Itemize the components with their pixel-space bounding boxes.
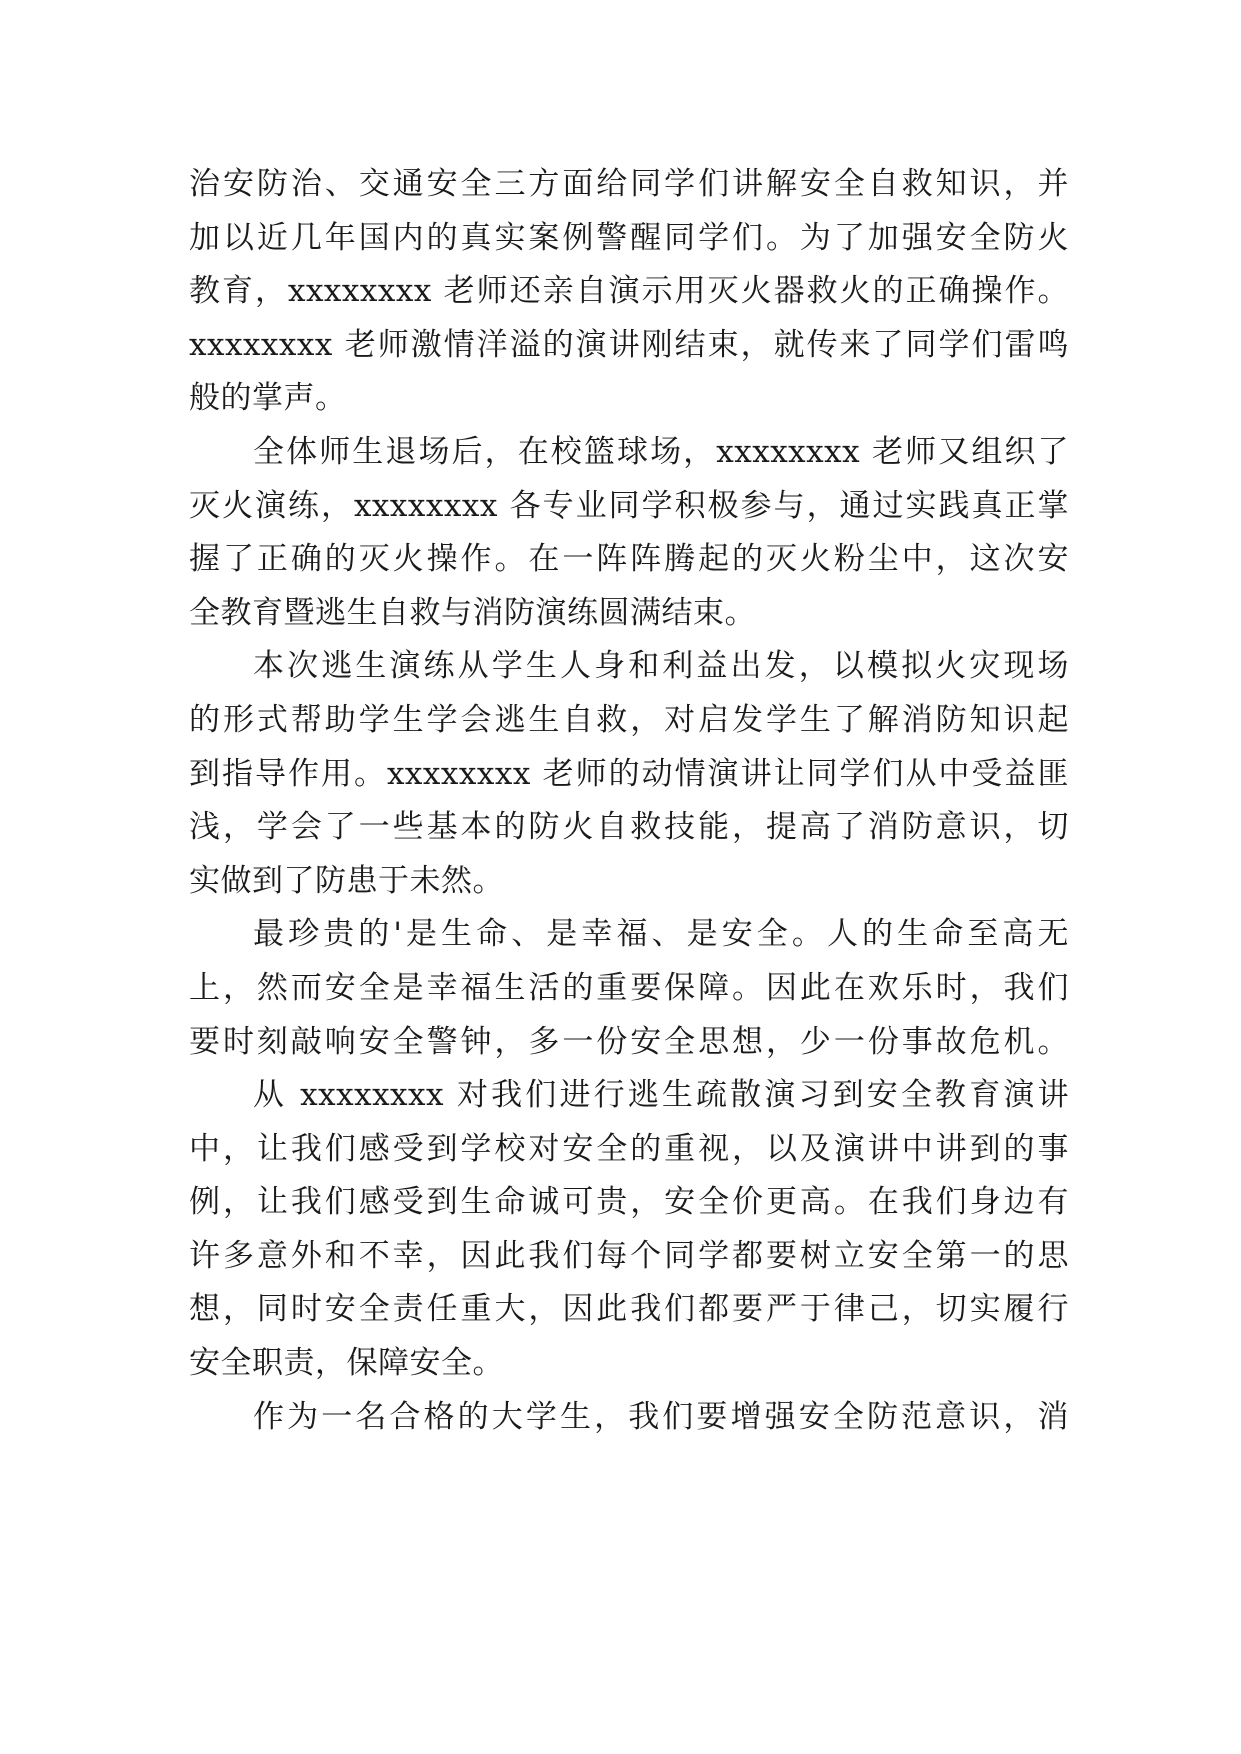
paragraph-first-line: 从 xxxxxxxx 对我们进行逃生疏散演习到安全教育演讲 [253,1077,1069,1114]
text-line: 到指导作用。xxxxxxxx 老师的动情演讲让同学们从中受益匪 [189,755,1069,792]
paragraph-first-line: 全体师生退场后，在校篮球场，xxxxxxxx 老师又组织了 [253,433,1069,470]
paragraph-first-line: 最珍贵的'是生命、是幸福、是安全。人的生命至高无 [253,916,1069,953]
text-line: 中，让我们感受到学校对安全的重视，以及演讲中讲到的事 [189,1130,1069,1167]
body-text [189,158,1069,1444]
text-line: 浅，学会了一些基本的防火自救技能，提高了消防意识，切 [189,809,1069,846]
paragraph-first-line: 本次逃生演练从学生人身和利益出发，以模拟火灾现场 [253,648,1069,685]
text-line: 治安防治、交通安全三方面给同学们讲解安全自救知识，并 [189,166,1069,202]
text-line: 要时刻敲响安全警钟，多一份安全思想，少一份事故危机。 [189,1023,1069,1060]
text-line: 教育，xxxxxxxx 老师还亲自演示用灭火器救火的正确操作。 [189,273,1069,310]
text-line: 般的掌声。 [189,380,347,417]
text-line: xxxxxxxx 老师激情洋溢的演讲刚结束，就传来了同学们雷鸣 [189,326,1069,363]
text-line: 许多意外和不幸，因此我们每个同学都要树立安全第一的思 [189,1237,1069,1274]
text-line: 安全职责，保障安全。 [189,1345,504,1382]
text-line: 灭火演练，xxxxxxxx 各专业同学积极参与，通过实践真正掌 [189,487,1069,524]
text-line: 想，同时安全责任重大，因此我们都要严于律己，切实履行 [189,1291,1069,1328]
text-line: 例，让我们感受到生命诚可贵，安全价更高。在我们身边有 [189,1184,1069,1221]
text-line: 握了正确的灭火操作。在一阵阵腾起的灭火粉尘中，这次安 [189,541,1069,578]
text-line: 上，然而安全是幸福生活的重要保障。因此在欢乐时，我们 [189,969,1069,1006]
text-line: 实做到了防患于未然。 [189,862,504,899]
text-line: 加以近几年国内的真实案例警醒同学们。为了加强安全防火 [189,219,1069,256]
text-line: 全教育暨逃生自救与消防演练圆满结束。 [189,594,756,631]
paragraph-first-line: 作为一名合格的大学生，我们要增强安全防范意识，消 [253,1398,1069,1435]
text-line: 的形式帮助学生学会逃生自救，对启发学生了解消防知识起 [189,701,1069,738]
